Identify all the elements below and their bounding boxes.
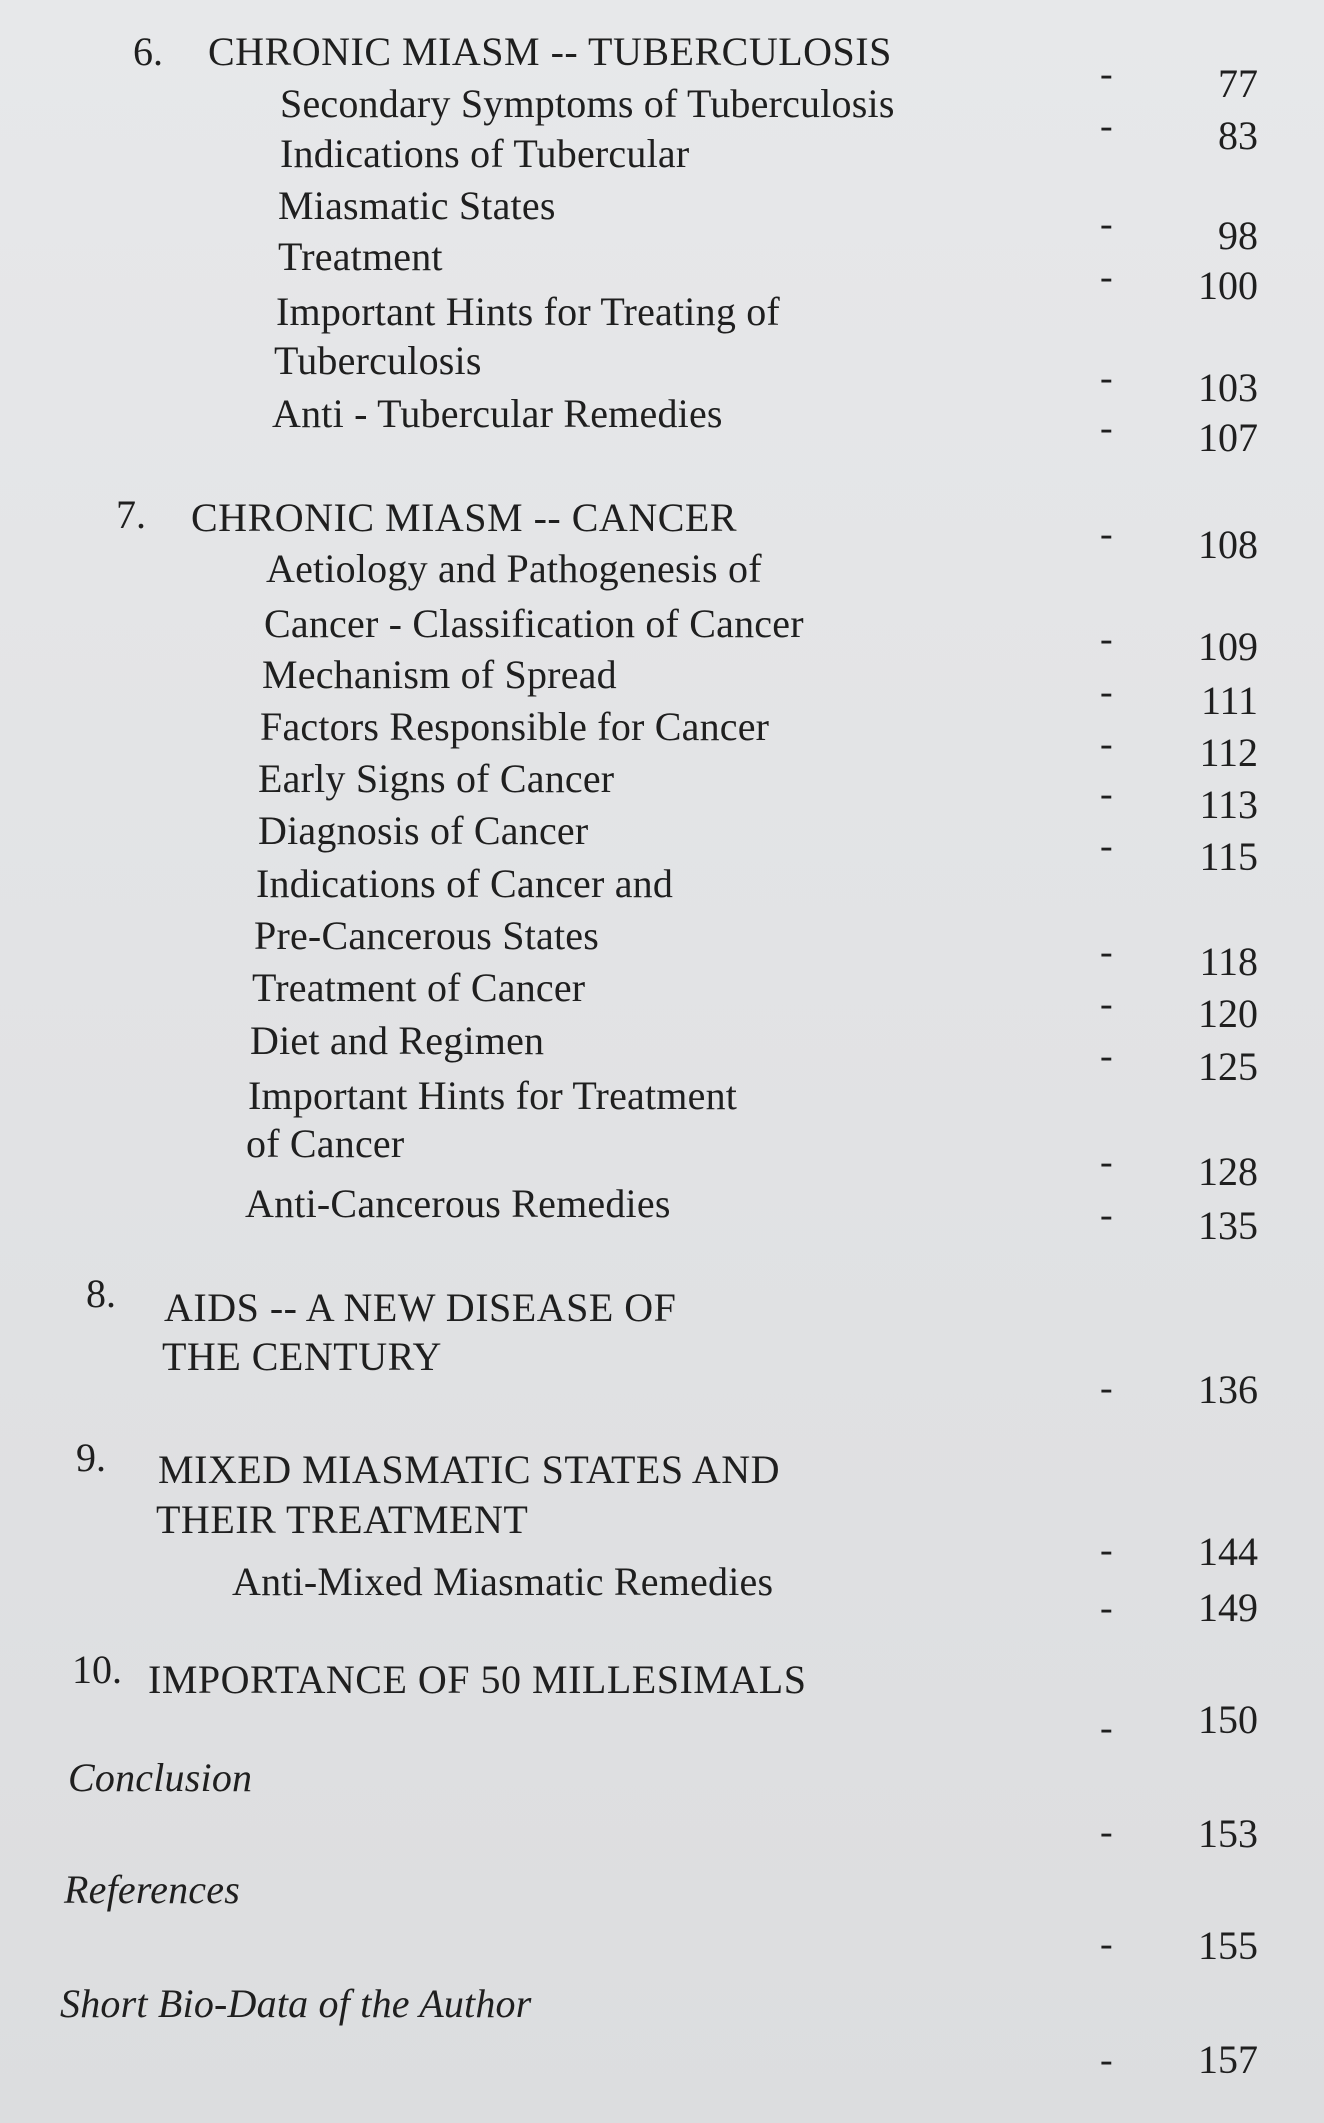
toc-entry-page: 107 — [1198, 415, 1258, 460]
leader-dash: - — [1100, 1587, 1113, 1629]
toc-entry-text: Miasmatic States — [278, 183, 556, 228]
toc-entry-text: Diagnosis of Cancer — [258, 808, 589, 853]
toc-entry-text: Early Signs of Cancer — [258, 756, 615, 801]
toc-entry-page: 128 — [1198, 1149, 1258, 1194]
section-7-page: 108 — [1198, 522, 1258, 567]
toc-entry-text: Secondary Symptoms of Tuberculosis — [280, 81, 895, 126]
section-9-page: 144 — [1198, 1529, 1258, 1574]
section-7-heading: CHRONIC MIASM -- CANCER — [191, 495, 737, 540]
leader-dash: - — [1100, 1529, 1113, 1571]
section-6-number: 6. — [133, 29, 163, 74]
section-7-number: 7. — [116, 492, 146, 537]
toc-entry-page: 118 — [1199, 939, 1258, 984]
toc-entry-text: Aetiology and Pathogenesis of — [266, 546, 762, 591]
leader-dash: - — [1100, 105, 1113, 147]
back-matter-page: 155 — [1198, 1923, 1258, 1968]
toc-entry-page: 113 — [1199, 782, 1258, 827]
leader-dash: - — [1100, 931, 1113, 973]
section-9-heading: THEIR TREATMENT — [156, 1497, 529, 1542]
leader-dash: - — [1100, 1367, 1113, 1409]
toc-entry-text: Cancer - Classification of Cancer — [264, 601, 804, 646]
section-9-heading: MIXED MIASMATIC STATES AND — [158, 1447, 781, 1492]
back-matter-bio-data: Short Bio-Data of the Author — [60, 1981, 532, 2026]
leader-dash: - — [1100, 1707, 1113, 1749]
toc-entry-text: Tuberculosis — [274, 338, 482, 383]
section-6-page: 77 — [1218, 61, 1258, 106]
leader-dash: - — [1100, 825, 1113, 867]
leader-dash: - — [1100, 2039, 1113, 2081]
toc-entry-page: 112 — [1199, 730, 1258, 775]
leader-dash: - — [1100, 203, 1113, 245]
leader-dash: - — [1100, 983, 1113, 1025]
section-8-heading: AIDS -- A NEW DISEASE OF — [164, 1285, 677, 1330]
toc-entry-text: Treatment of Cancer — [252, 965, 586, 1010]
toc-entry-page: 98 — [1218, 213, 1258, 258]
leader-dash: - — [1100, 357, 1113, 399]
toc-entry-text: Factors Responsible for Cancer — [260, 704, 770, 749]
leader-dash: - — [1100, 618, 1113, 660]
toc-entry-page: 111 — [1200, 678, 1258, 723]
leader-dash: - — [1100, 773, 1113, 815]
toc-entry-page: 135 — [1198, 1203, 1258, 1248]
toc-entry-page: 109 — [1198, 624, 1258, 669]
toc-entry-text: Treatment — [278, 234, 443, 279]
toc-entry-text: Important Hints for Treating of — [276, 289, 780, 334]
toc-entry-text: Anti-Mixed Miasmatic Remedies — [232, 1559, 774, 1604]
section-6-heading: CHRONIC MIASM -- TUBERCULOSIS — [208, 29, 892, 74]
toc-entry-text: Indications of Cancer and — [256, 861, 674, 906]
toc-entry-text: of Cancer — [246, 1121, 405, 1166]
leader-dash: - — [1100, 1811, 1113, 1853]
back-matter-references: References — [64, 1867, 240, 1912]
leader-dash: - — [1100, 1923, 1113, 1965]
toc-entry-text: Indications of Tubercular — [280, 131, 690, 176]
section-8-number: 8. — [86, 1271, 116, 1316]
toc-entry-text: Mechanism of Spread — [262, 652, 617, 697]
leader-dash: - — [1100, 1035, 1113, 1077]
leader-dash: - — [1100, 1141, 1113, 1183]
back-matter-page: 153 — [1198, 1811, 1258, 1856]
toc-entry-page: 83 — [1218, 113, 1258, 158]
toc-entry-page: 115 — [1199, 834, 1258, 879]
section-8-page: 136 — [1198, 1367, 1258, 1412]
leader-dash: - — [1100, 723, 1113, 765]
section-10-number: 10. — [72, 1647, 122, 1692]
section-9-number: 9. — [76, 1435, 106, 1480]
toc-entry-page: 120 — [1198, 991, 1258, 1036]
section-10-page: 150 — [1198, 1697, 1258, 1742]
toc-entry-text: Diet and Regimen — [250, 1018, 545, 1063]
back-matter-page: 157 — [1198, 2037, 1258, 2082]
back-matter-conclusion: Conclusion — [68, 1755, 253, 1800]
section-8-heading: THE CENTURY — [162, 1334, 442, 1379]
toc-entry-text: Pre-Cancerous States — [254, 913, 600, 958]
toc-entry-page: 125 — [1198, 1044, 1258, 1089]
leader-dash: - — [1100, 671, 1113, 713]
leader-dash: - — [1100, 407, 1113, 449]
toc-entry-page: 149 — [1198, 1585, 1258, 1630]
toc-entry-text: Anti-Cancerous Remedies — [245, 1181, 671, 1226]
section-10-heading: IMPORTANCE OF 50 MILLESIMALS — [148, 1657, 807, 1702]
leader-dash: - — [1100, 513, 1113, 555]
toc-entry-text: Anti - Tubercular Remedies — [272, 391, 723, 436]
leader-dash: - — [1100, 256, 1113, 298]
leader-dash: - — [1100, 1194, 1113, 1236]
toc-entry-page: 103 — [1198, 365, 1258, 410]
toc-entry-text: Important Hints for Treatment — [248, 1073, 738, 1118]
leader-dash: - — [1100, 53, 1113, 95]
toc-entry-page: 100 — [1198, 263, 1258, 308]
